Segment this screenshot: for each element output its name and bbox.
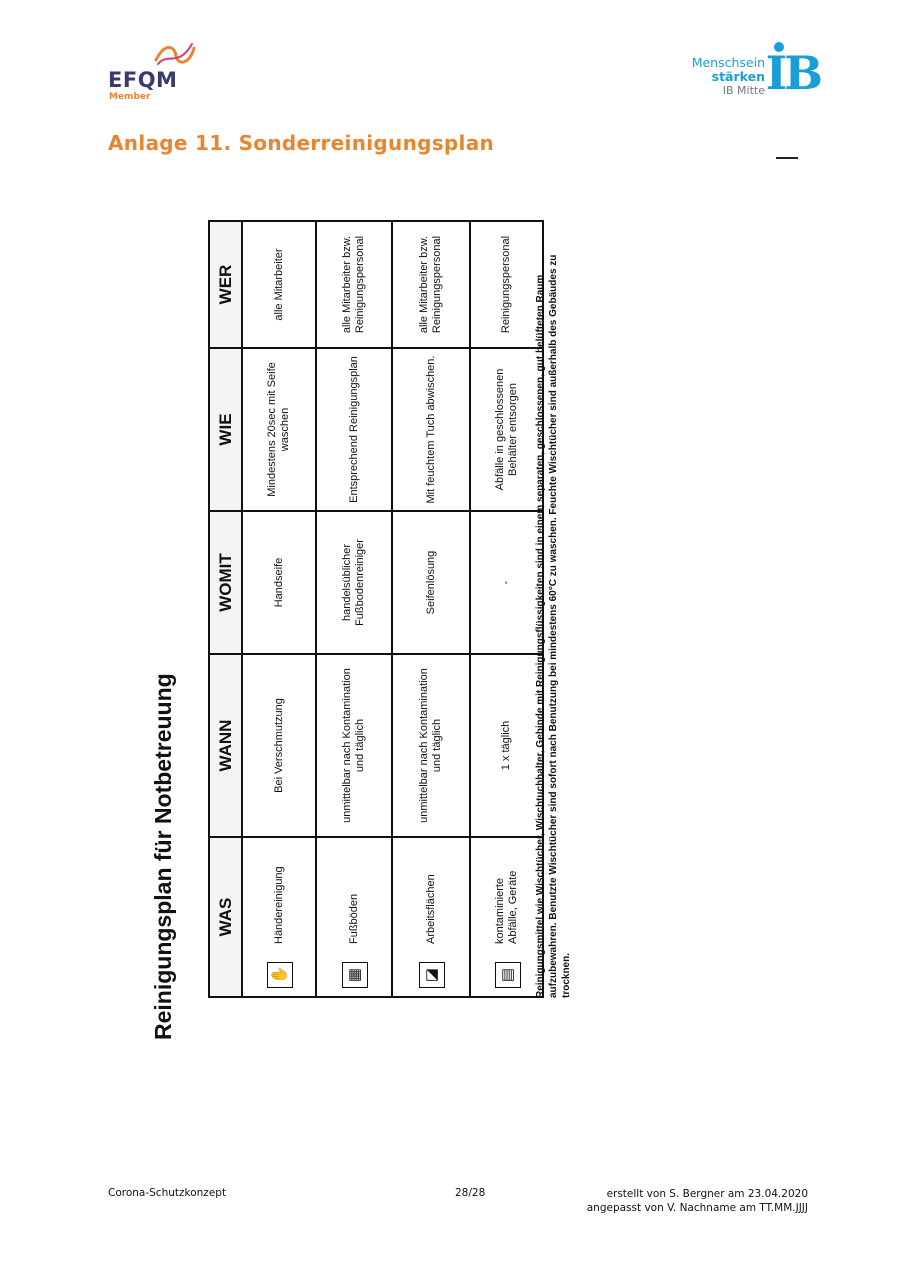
floor-icon: ▦ (342, 962, 368, 988)
table-row (470, 221, 543, 997)
cell-text: Fußböden (347, 893, 360, 944)
column-header-wann: WANN (209, 654, 242, 837)
table-cell-wie: Mindestens 20sec mit Seife waschen (242, 348, 316, 511)
table-cell-womit: handelsüblicher Fußbodenreiniger (316, 511, 392, 654)
footer-author-info (587, 1187, 808, 1215)
column-header-was: WAS (209, 837, 242, 997)
efqm-logo (108, 42, 218, 102)
table-cell-wann: unmittelbar nach Kontamination und täglich (392, 654, 470, 837)
cell-text: Händereinigung (272, 866, 285, 944)
table-cell-wie: Entsprechend Reinigungsplan (316, 348, 392, 511)
scan-title: Reinigungsplan für Notbetreuung (150, 673, 176, 1040)
table-cell-wer: alle Mitarbeiter (242, 221, 316, 348)
ib-logo-mark: IB (765, 46, 820, 100)
efqm-swirl-icon (154, 42, 196, 68)
ib-logo-text (692, 56, 765, 98)
table-cell-was (242, 837, 316, 997)
table-row (316, 221, 392, 997)
column-header-wie: WIE (209, 348, 242, 511)
table-cell-wer: Reinigungspersonal (470, 221, 543, 348)
ib-logo-line1: Menschsein (691, 55, 765, 70)
cell-text: kontaminierte Abfälle, Geräte (493, 870, 519, 944)
efqm-member-text: Member (109, 92, 151, 102)
table-cell-womit: Handseife (242, 511, 316, 654)
table-cell-wann: Bei Verschmutzung (242, 654, 316, 837)
divider (776, 157, 798, 159)
table-cell-wann: 1 x täglich (470, 654, 543, 837)
page-title: Anlage 11. Sonderreinigungsplan (108, 131, 495, 155)
footer-modified-by: angepasst von V. Nachname am TT.MM.JJJJ (586, 1202, 808, 1214)
table-cell-was (470, 837, 543, 997)
footer-page-number: 28/28 (455, 1187, 486, 1199)
table-cell-wann: unmittelbar nach Kontamination und täglich (316, 654, 392, 837)
column-header-wer: WER (209, 221, 242, 348)
table-cell-wie: Abfälle in geschlossenen Behälter entsorgen (470, 348, 543, 511)
table-cell-wer: alle Mitarbeiter bzw. Reinigungspersonal (316, 221, 392, 348)
table-row (392, 221, 470, 997)
table-cell-was (392, 837, 470, 997)
footer-created-by: erstellt von S. Bergner am 23.04.2020 (606, 1188, 808, 1200)
waste-icon: ▤ (495, 962, 521, 988)
worksurface-icon: ◪ (419, 962, 445, 988)
efqm-logo-text: EFQM (108, 68, 178, 92)
column-header-womit: WOMIT (209, 511, 242, 654)
table-header-row (209, 221, 242, 997)
cell-text: Arbeitsflächen (424, 874, 437, 944)
ib-logo (660, 42, 820, 102)
scan-footnote: Reinigungsmittel wie Wischtücher, Wischtuchhalter, Gebinde mit Reinigungsflüssigkeiten sind in einem separaten, geschlossenen, gut belüfteten Raum aufzubewahren. Benutzte Wischtücher sind sofort nach Benutzung bei mindestens 60°C zu waschen. Feuchte Wischtücher sind außerhalb des Gebäudes zu trocknen. (535, 254, 572, 998)
table-cell-wie: Mit feuchtem Tuch abwischen. (392, 348, 470, 511)
table-cell-womit: - (470, 511, 543, 654)
footer-document-name: Corona-Schutzkonzept (108, 1187, 227, 1199)
table-row (242, 221, 316, 997)
table-cell-was (316, 837, 392, 997)
ib-logo-line3: IB Mitte (722, 84, 765, 97)
table-cell-wer: alle Mitarbeiter bzw. Reinigungspersonal (392, 221, 470, 348)
scanned-cleaning-plan (150, 180, 610, 1040)
ib-logo-line2: stärken (711, 69, 765, 84)
cleaning-plan-table (208, 220, 544, 998)
table-cell-womit: Seifenlösung (392, 511, 470, 654)
hand-icon: ✋ (267, 962, 293, 988)
